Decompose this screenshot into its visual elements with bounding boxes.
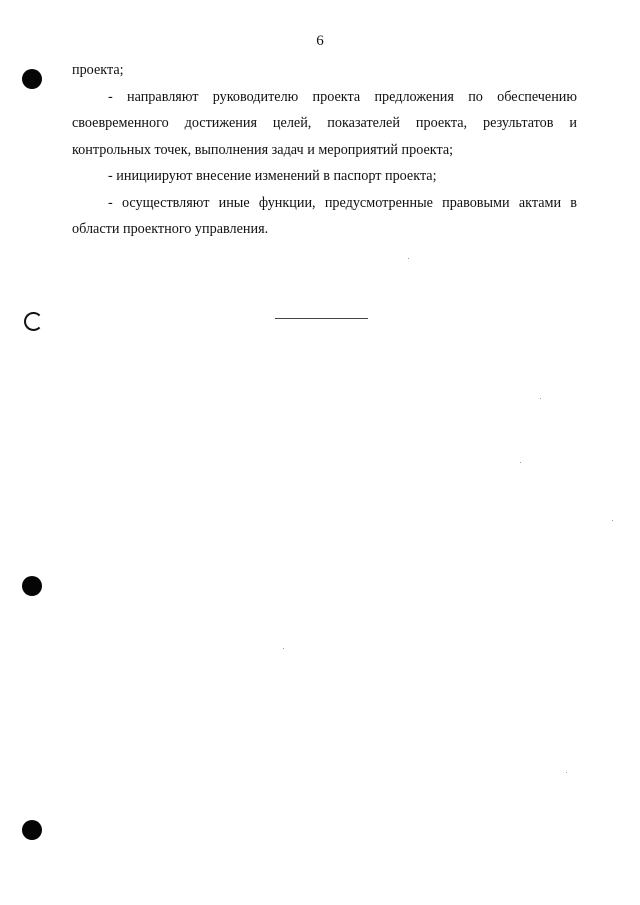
scan-speck: [566, 772, 567, 773]
punch-hole-mark: [22, 576, 42, 596]
paragraph-proposals: - направляют руководителю проекта предложения по обеспечению своевременного достижения целей, показателей проекта, результатов и контрольных точек, выполнения задач и мероприятий проекта;: [72, 88, 577, 158]
end-separator-line: [275, 318, 368, 319]
punch-hole-mark: [22, 820, 42, 840]
paragraph-passport-changes: - инициируют внесение изменений в паспорт проекта;: [108, 168, 437, 184]
punch-hole-mark: [24, 312, 43, 331]
page-number: 6: [316, 33, 324, 49]
body-text: [72, 57, 577, 243]
scan-speck: [540, 398, 541, 399]
scan-speck: [408, 258, 409, 259]
punch-hole-mark: [22, 69, 42, 89]
scan-speck: [612, 520, 613, 521]
scan-speck: [520, 462, 521, 463]
paragraph-other-functions: - осуществляют иные функции, предусмотренные правовыми актами в области проектного управления.: [72, 194, 577, 237]
scan-speck: [283, 648, 284, 649]
paragraph-continuation: проекта;: [72, 62, 124, 78]
